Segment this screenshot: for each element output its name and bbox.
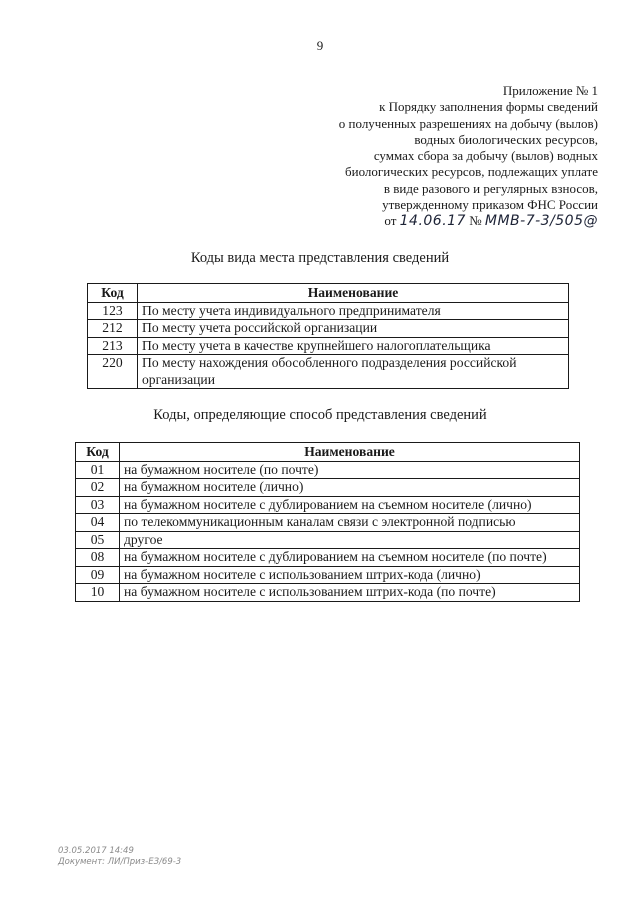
name-cell: на бумажном носителе с использованием штрих-кода (по почте) [120,584,580,602]
method-codes-table [75,442,580,602]
date-prefix: от [384,213,397,229]
table-row [76,496,580,514]
table-row [88,337,569,355]
code-cell: 213 [88,337,138,355]
table-header-row [76,443,580,462]
name-cell: другое [120,531,580,549]
name-cell: По месту учета российской организации [138,320,569,338]
code-cell: 09 [76,566,120,584]
column-header-code: Код [88,284,138,303]
code-cell: 01 [76,461,120,479]
number-prefix: № [469,213,482,229]
appendix-header [339,83,598,230]
appendix-line: о полученных разрешениях на добычу (вылов) [338,115,598,131]
table-row [76,514,580,532]
section-title-place-codes: Коды вида места представления сведений [190,250,450,266]
appendix-line: водных биологических ресурсов, [414,131,598,147]
table-header-row [88,284,569,303]
table-row [88,355,569,389]
footer-document-id: Документ: ЛИ/Приз-ЕЗ/69-3 [58,857,182,867]
table-row [76,461,580,479]
code-cell: 220 [88,355,138,389]
appendix-line: к Порядку заполнения формы сведений [379,99,598,115]
code-cell: 05 [76,531,120,549]
page-number: 9 [316,38,324,53]
code-cell: 123 [88,302,138,320]
code-cell: 04 [76,514,120,532]
name-cell: на бумажном носителе с дублированием на съемном носителе (по почте) [120,549,580,567]
name-cell: По месту нахождения обособленного подразделения российской организации [138,355,569,389]
place-codes-table [87,283,569,389]
appendix-line: утвержденному приказом ФНС России [382,197,598,213]
column-header-code: Код [76,443,120,462]
name-cell: на бумажном носителе (по почте) [120,461,580,479]
column-header-name: Наименование [138,284,569,303]
appendix-line: Приложение № 1 [502,83,598,98]
table-row [88,302,569,320]
name-cell: по телекоммуникационным каналам связи с электронной подписью [120,514,580,532]
footer-timestamp: 03.05.2017 14:49 [58,846,134,856]
name-cell: По месту учета индивидуального предпринимателя [138,302,569,320]
table-row [76,479,580,497]
table-row [76,584,580,602]
handwritten-order-number: ММВ-7-3/505@ [484,213,598,230]
table-row [76,531,580,549]
name-cell: По месту учета в качестве крупнейшего налогоплательщика [138,337,569,355]
code-cell: 10 [76,584,120,602]
code-cell: 212 [88,320,138,338]
table-row [76,549,580,567]
appendix-line: биологических ресурсов, подлежащих уплате [345,164,598,180]
name-cell: на бумажном носителе (лично) [120,479,580,497]
table-row [88,320,569,338]
column-header-name: Наименование [120,443,580,462]
code-cell: 02 [76,479,120,497]
code-cell: 08 [76,549,120,567]
code-cell: 03 [76,496,120,514]
name-cell: на бумажном носителе с использованием штрих-кода (лично) [120,566,580,584]
footer-stamp [58,846,181,868]
table-row [76,566,580,584]
appendix-line: в виде разового и регулярных взносов, [383,180,598,196]
name-cell: на бумажном носителе с дублированием на съемном носителе (лично) [120,496,580,514]
order-date-number-line [339,213,598,229]
appendix-line: суммах сбора за добычу (вылов) водных [373,148,598,164]
handwritten-date: 14.06.17 [399,213,466,230]
section-title-method-codes: Коды, определяющие способ представления сведений [153,407,487,423]
